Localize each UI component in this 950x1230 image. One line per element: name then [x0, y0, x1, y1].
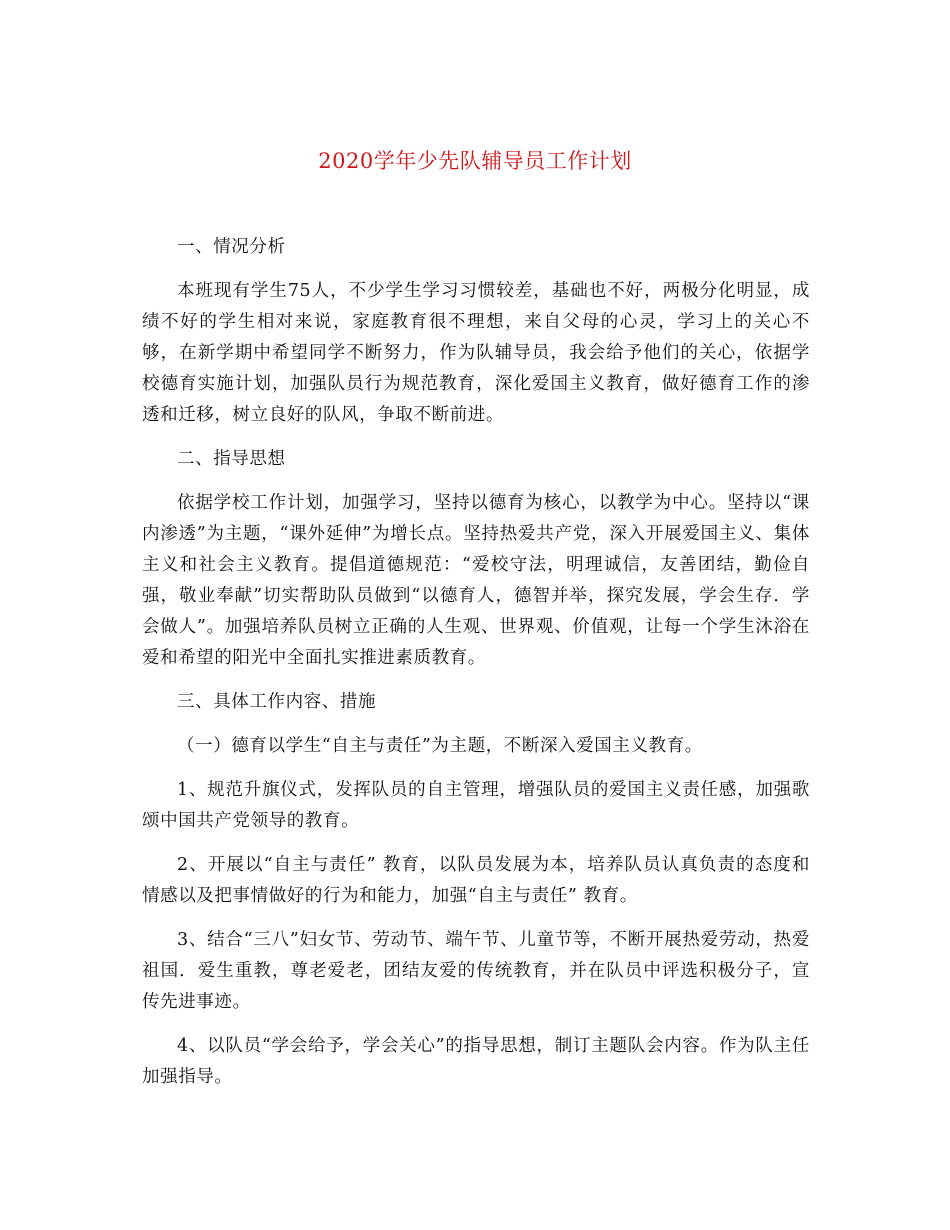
section-heading-measures: 三、具体工作内容、措施: [177, 692, 377, 712]
paragraph-guiding-thought: 依据学校工作计划，加强学习，坚持以德育为核心，以教学为中心。坚持以“课内渗透”为主题，“课外延伸”为增长点。坚持热爱共产党，深入开展爱国主义、集体主义和社会主义教育。提倡道德规范：“爱校守法，明理诚信，友善团结，勤俭自强，敬业奉献”切实帮助队员做到“以德育人，德智并举，探究发展，学会生存．学会做人”。加强培养队员树立正确的人生观、世界观、价值观，让每一个学生沐浴在爱和希望的阳光中全面扎实推进素质教育。: [142, 493, 810, 668]
paragraph-analysis: 本班现有学生75人，不少学生学习习惯较差，基础也不好，两极分化明显，成绩不好的学生相对来说，家庭教育很不理想，来自父母的心灵，学习上的关心不够，在新学期中希望同学不断努力，作为队辅导员，我会给予他们的关心，依据学校德育实施计划，加强队员行为规范教育，深化爱国主义教育，做好德育工作的渗透和迁移，树立良好的队风，争取不断前进。: [142, 281, 810, 425]
document-title: 2020学年少先队辅导员工作计划: [318, 149, 632, 173]
section-heading-guiding-thought: 二、指导思想: [177, 449, 286, 469]
list-item-3: 3、结合“三八”妇女节、劳动节、端午节、儿童节等，不断开展热爱劳动，热爱祖国．爱生重教，尊老爱老，团结友爱的传统教育，并在队员中评选积极分子，宣传先进事迹。: [142, 930, 810, 1012]
subsection-heading-moral-education: （一）德育以学生“自主与责任”为主题，不断深入爱国主义教育。: [177, 736, 703, 756]
section-heading-analysis: 一、情况分析: [177, 237, 286, 257]
list-item-2: 2、开展以“自主与责任” 教育，以队员发展为本，培养队员认真负责的态度和情感以及把事情做好的行为和能力，加强“自主与责任” 教育。: [142, 855, 810, 906]
list-item-1: 1、规范升旗仪式，发挥队员的自主管理，增强队员的爱国主义责任感，加强歌颂中国共产党领导的教育。: [142, 780, 810, 831]
list-item-4: 4、以队员“学会给予，学会关心”的指导思想，制订主题队会内容。作为队主任加强指导。: [142, 1036, 810, 1087]
document-body: [142, 232, 810, 1106]
